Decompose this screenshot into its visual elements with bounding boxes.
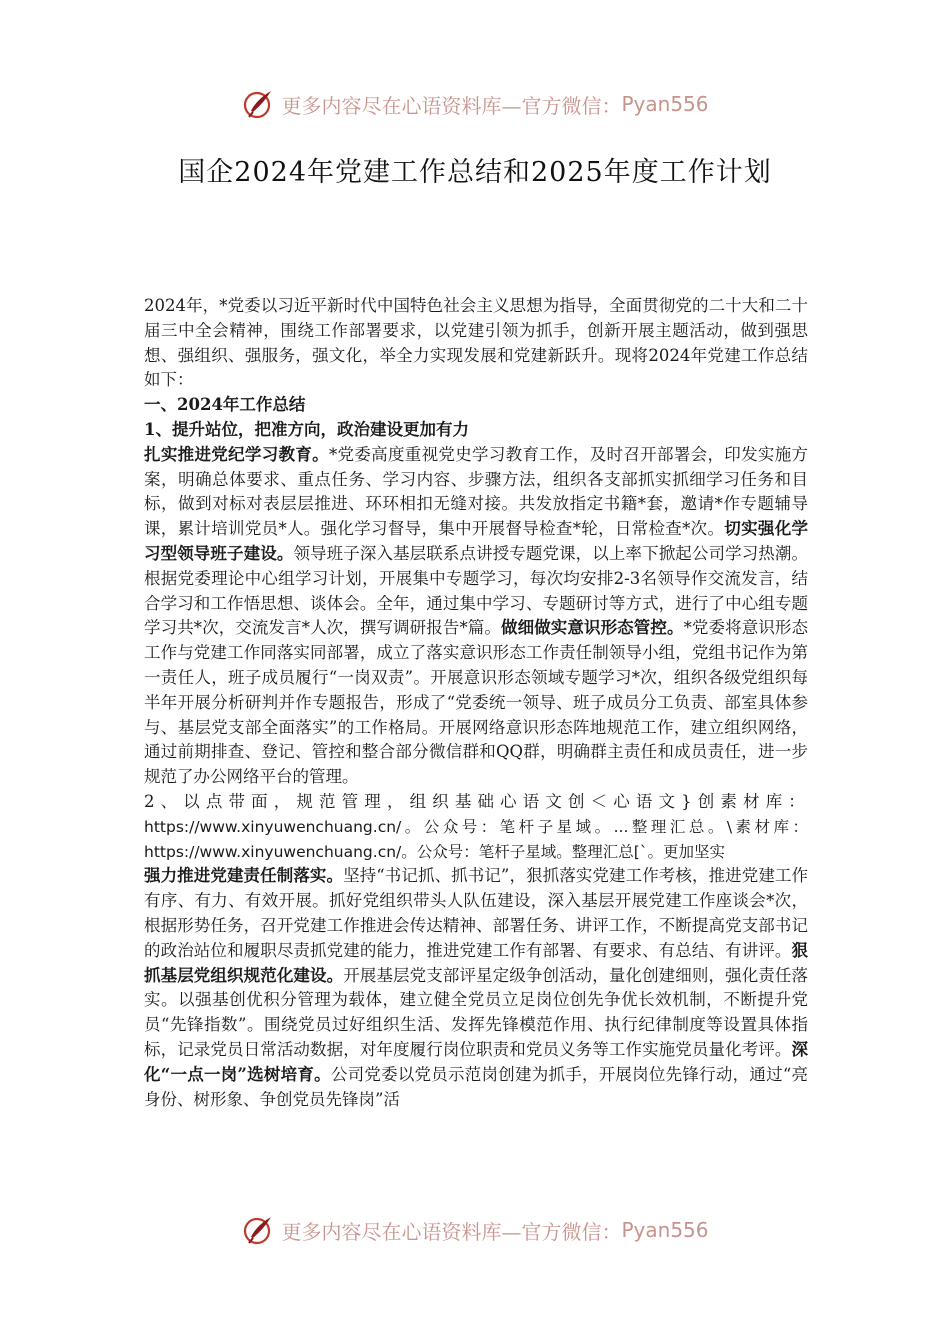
watermark-wechat-id: Pyan556 [621,92,709,116]
document-body [144,294,808,1112]
lead-phrase: 扎实推进党纪学习教育。 [144,444,329,464]
lead-phrase: 切实强化学习型领导班子建设。 [144,519,809,563]
subsection-heading-1: 1、提升站位，把准方向，政治建设更加有力 [144,419,469,439]
subsection-heading-2: 2、以点带面，规范管理，组织基础心语文创＜心语文}创素材库： https://www.xinyuwenchuang.cn/。公众号：笔杆子星域。...整理汇总。\素材库： https://www.xinyuwenchuang.cn/。公众号：笔杆子星域。整理汇总[`。更加坚实 [144,791,808,861]
watermark-banner-top [0,82,950,126]
lead-phrase: 狠抓基层党组织规范化建设。 [144,940,808,985]
watermark-wechat-id: Pyan556 [621,1218,709,1242]
paragraph-political-building: 扎实推进党纪学习教育。*党委高度重视党史学习教育工作，及时召开部署会，印发实施方案，明确总体要求、重点任务、学习内容、步骤方法，组织各支部抓实抓细学习任务和目标，做到对标对表层层推进、环环相扣无缝对接。共发放指定书籍*套，邀请*作专题辅导课，累计培训党员*人。强化学习督导，集中开展督导检查*轮，日常检查*次。切实强化学习型领导班子建设。领导班子深入基层联系点讲授专题党课，以上率下掀起公司学习热潮。根据党委理论中心组学习计划，开展集中专题学习，每次均安排2-3名领导作交流发言，结合学习和工作悟思想、谈体会。全年，通过集中学习、专题研讨等方式，进行了中心组专题学习共*次，交流发言*人次，撰写调研报告*篇。做细做实意识形态管控。*党委将意识形态工作与党建工作同落实同部署，成立了落实意识形态工作责任制领导小组，党组书记作为第一责任人，班子成员履行“一岗双责”。开展意识形态领域专题学习*次，组织各级党组织每半年开展分析研判并作专题报告，形成了“党委统一领导、班子成员分工负责、部室具体参与、基层党支部全面落实”的工作格局。开展网络意识形态阵地规范工作，建立组织网络，通过前期排查、登记、管控和整合部分微信群和QQ群，明确群主责任和成员责任，进一步规范了办公网络平台的管理。 [144,444,809,787]
lead-phrase: 做细做实意识形态管控。 [501,618,684,638]
quill-logo-icon [241,1213,275,1247]
watermark-text: 更多内容尽在心语资料库—官方微信： [281,93,622,118]
quill-logo-icon [241,87,275,121]
lead-phrase: 强力推进党建责任制落实。 [144,866,344,886]
intro-paragraph: 2024年，*党委以习近平新时代中国特色社会主义思想为指导，全面贯彻党的二十大和二十届三中全会精神，围绕工作部署要求，以党建引领为抓手，创新开展主题活动，做到强思想、强组织、强服务，强文化，举全力实现发展和党建新跃升。现将2024年党建工作总结如下： [144,296,808,390]
paragraph-organization-building: 强力推进党建责任制落实。坚持“书记抓、抓书记”，狠抓落实党建工作考核，推进党建工作有序、有力、有效开展。抓好党组织带头人队伍建设，深入基层开展党建工作座谈会*次，根据形势任务，召开党建工作推进会传达精神、部署任务、讲评工作，不断提高党支部书记的政治站位和履职尽责抓党建的能力，推进党建工作有部署、有要求、有总结、有讲评。狠抓基层党组织规范化建设。开展基层党支部评星定级争创活动，量化创建细则，强化责任落实。以强基创优积分管理为载体，建立健全党员立足岗位创先争优长效机制，不断提升党员“先锋指数”。围绕党员过好组织生活、发挥先锋模范作用、执行纪律制度等设置具体指标，记录党员日常活动数据，对年度履行岗位职责和党员义务等工作实施党员量化考评。深化“一点一岗”选树培育。公司党委以党员示范岗创建为抓手，开展岗位先锋行动，通过“亮身份、树形象、争创党员先锋岗”活 [144,866,809,1109]
watermark-text: 更多内容尽在心语资料库—官方微信： [281,1219,622,1244]
lead-phrase: 深化“一点一岗”选树培育。 [144,1039,808,1084]
section-heading: 一、2024年工作总结 [144,395,306,415]
document-title: 国企2024年党建工作总结和2025年度工作计划 [178,157,772,188]
watermark-banner-bottom [0,1208,950,1252]
